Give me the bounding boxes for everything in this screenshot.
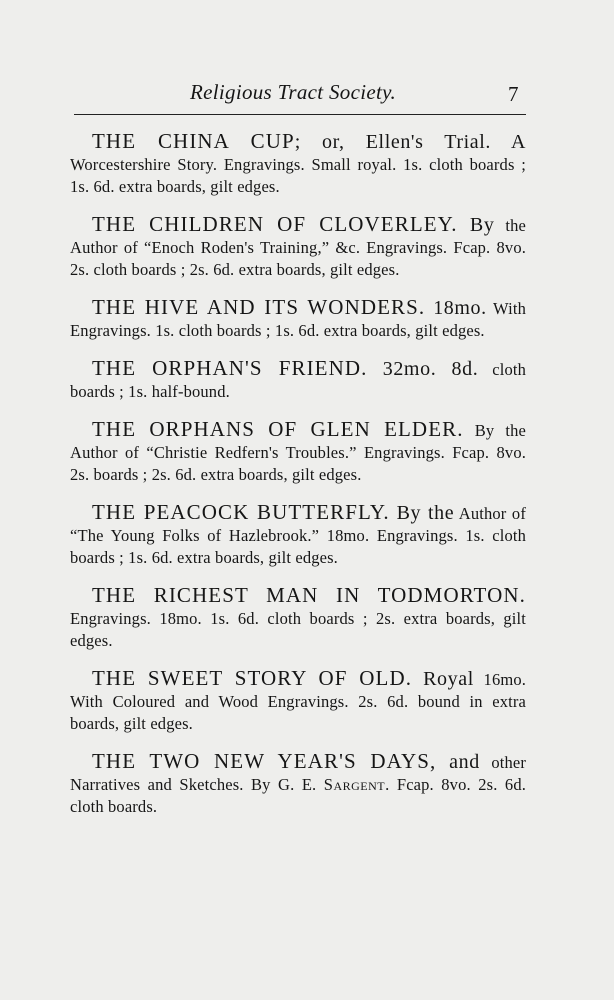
entry-title-tail: Royal 16mo. With Coloured and Wood Engravings. 2s. 6d. bound in extra boards, gilt edges. (70, 668, 527, 733)
running-title: Religious Tract Society. (190, 80, 397, 104)
catalogue-entry (70, 748, 526, 818)
entry-description: other Narratives and Sketches. By G. E. (70, 753, 527, 794)
entry-title-tail: ; or, Ellen's Trial. A Worcestershire Story. Engravings. Small royal. 1s. cloth boards ; 1s. 6d. extra boards, gilt edges. (70, 131, 527, 196)
catalogue-entry (70, 128, 526, 198)
page-number: 7 (508, 82, 519, 106)
catalogue-entry (70, 294, 526, 342)
entry-description: 16mo. With Coloured and Wood Engravings. 2s. 6d. bound in extra boards, gilt edges. (70, 670, 527, 733)
catalogue-list (70, 128, 526, 831)
entry-author: Sargent (323, 775, 386, 794)
entry-title: THE ORPHANS OF GLEN ELDER. (92, 417, 464, 441)
entry-title: THE ORPHAN'S FRIEND. (92, 356, 368, 380)
catalogue-entry (70, 355, 526, 403)
entry-title-tail: 32mo. 8d. cloth boards ; 1s. half-bound. (70, 358, 526, 401)
catalogue-entry (70, 582, 526, 652)
entry-text (70, 665, 526, 735)
entry-description: cloth boards ; 1s. half-bound. (70, 360, 526, 401)
entry-title-tail: By the Author of “Enoch Roden's Training,” &c. Engravings. Fcap. 8vo. 2s. cloth boards ; 2s. 6d. extra boards, gilt edges. (70, 214, 526, 279)
entry-text (70, 294, 526, 342)
entry-title: THE TWO NEW YEAR'S DAYS, (92, 749, 437, 773)
entry-description: the Author of “Enoch Roden's Training,” &c. Engravings. Fcap. 8vo. 2s. cloth boards ; 2s. 6d. extra boards, gilt edges. (70, 216, 526, 279)
entry-title: THE CHINA CUP (92, 129, 295, 153)
entry-title-tail: By the Author of “The Young Folks of Hazlebrook.” 18mo. Engravings. 1s. cloth boards ; 1s. 6d. extra boards, gilt edges. (70, 502, 526, 567)
entry-description: Worcestershire Story. Engravings. Small royal. 1s. cloth boards ; 1s. 6d. extra boards, gilt edges. (70, 155, 526, 196)
header-rule (74, 114, 526, 115)
entry-title: THE HIVE AND ITS WONDERS. (92, 295, 426, 319)
catalogue-entry (70, 211, 526, 281)
entry-description-end: . Fcap. 8vo. 2s. 6d. cloth boards. (70, 775, 527, 816)
page-header (0, 74, 614, 114)
entry-text (70, 128, 526, 198)
entry-title-tail: 18mo. With Engravings. 1s. cloth boards ; 1s. 6d. extra boards, gilt edges. (70, 297, 526, 340)
entry-title: THE RICHEST MAN IN TODMORTON. (92, 583, 526, 607)
entry-title: THE PEACOCK BUTTERFLY. (92, 500, 390, 524)
entry-text (70, 748, 526, 818)
entry-description: By the Author of “Christie Redfern's Troubles.” Engravings. Fcap. 8vo. 2s. boards ; 2s. 6d. extra boards, gilt edges. (70, 421, 527, 484)
entry-text (70, 499, 526, 569)
entry-description: With Engravings. 1s. cloth boards ; 1s. 6d. extra boards, gilt edges. (70, 299, 526, 340)
entry-title-tail: and other Narratives and Sketches. By G. E. Sargent. Fcap. 8vo. 2s. 6d. cloth boards. (70, 751, 527, 816)
entry-title: THE CHILDREN OF CLOVERLEY. (92, 212, 458, 236)
entry-text (70, 355, 526, 403)
entry-description: Author of “The Young Folks of Hazlebrook.” 18mo. Engravings. 1s. cloth boards ; 1s. 6d. extra boards, gilt edges. (70, 504, 526, 567)
catalogue-entry (70, 665, 526, 735)
entry-text (70, 416, 526, 486)
entry-title: THE SWEET STORY OF OLD. (92, 666, 413, 690)
entry-text (70, 211, 526, 281)
catalogue-entry (70, 416, 526, 486)
entry-text (70, 582, 526, 652)
catalogue-entry (70, 499, 526, 569)
entry-description: Engravings. 18mo. 1s. 6d. cloth boards ; 2s. extra boards, gilt edges. (70, 609, 526, 650)
entry-title-tail (70, 609, 526, 650)
